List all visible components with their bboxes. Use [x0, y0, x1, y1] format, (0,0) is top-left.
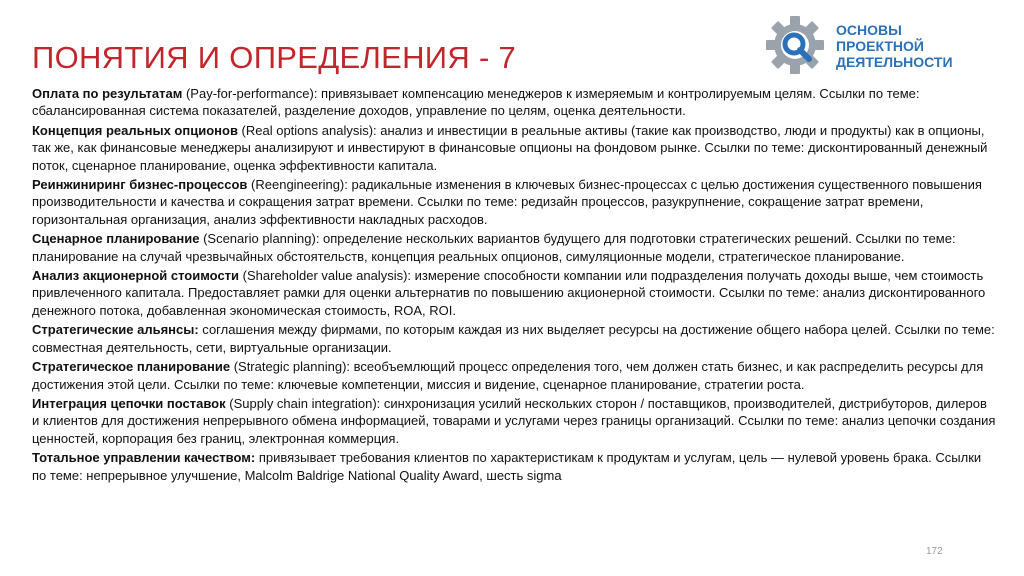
definition-term: Анализ акционерной стоимости — [32, 268, 240, 284]
logo-line: ДЕЯТЕЛЬНОСТИ — [836, 54, 953, 70]
definition-text: привязывает требования клиентов по характеристикам к продуктам и услугам, цель — нулевой уровень брака. Ссылки по теме: непрерывное улучшение, Malcolm Baldrige National Quality Award, шесть sigma — [32, 450, 982, 483]
definition-text: (Pay-for-performance): привязывает компенсацию менеджеров к измеряемым и контролируемым целям. Ссылки по теме: сбалансированная система показателей, разделение доходов, управление по целям, оценка деятельности. — [32, 86, 920, 119]
definitions-list — [32, 85, 996, 486]
definition-text: соглашения между фирмами, по которым каждая из них выделяет ресурсы на достижение общего набора целей. Ссылки по теме: совместная деятельность, сети, виртуальные организации. — [32, 322, 995, 355]
definition-entry — [32, 122, 996, 174]
definition-term: Интеграция цепочки поставок — [32, 395, 226, 411]
definition-term: Стратегические альянсы: — [32, 322, 199, 338]
definition-entry — [32, 449, 996, 484]
definition-term: Стратегическое планирование — [32, 359, 231, 375]
slide-title: ПОНЯТИЯ И ОПРЕДЕЛЕНИЯ - 7 — [32, 40, 517, 75]
definition-term: Тотальное управлении качеством: — [32, 450, 256, 466]
definition-text: (Shareholder value analysis): измерение способности компании или подразделения получать доходы выше, чем стоимость привлеченного капитала. Предоставляет рамки для оценки альтернатив по повышению акционерной стоимости. Ссылки по теме: анализ дисконтированного денежного потока, добавленная экономическая стоимость, ROA, ROI. — [32, 268, 986, 318]
definition-entry — [32, 176, 996, 228]
definition-entry — [32, 395, 996, 447]
definition-term: Реинжиниринг бизнес-процессов — [32, 177, 248, 193]
logo-text — [836, 22, 953, 70]
definition-entry — [32, 267, 996, 319]
definition-term: Оплата по результатам — [32, 86, 183, 101]
definition-text: (Strategic planning): всеобъемлющий процесс определения того, чем должен стать бизнес, и как распределить ресурсы для достижения этой цели. Ссылки по теме: ключевые компетенции, миссия и видение, сценарное планирование, стратегии роста. — [32, 359, 984, 392]
definition-entry — [32, 358, 996, 393]
course-logo — [762, 14, 992, 76]
definition-text: (Reengineering): радикальные изменения в ключевых бизнес-процессах с целью достижения существенного повышения производительности и качества и сокращения затрат времени. Ссылки по теме: редизайн процессов, разукрупнение, сокращение затрат времени, горизонтальная организация, анализ эффективности накладных расходов. — [32, 177, 982, 227]
definition-entry — [32, 321, 996, 356]
definition-text: (Supply chain integration): синхронизация усилий нескольких сторон / поставщиков, производителей, дистрибуторов, дилеров и клиентов для достижения непрерывного обмена информацией, товарами и услугами через границы организаций. Ссылки по теме: анализ цепочки создания ценностей, корпорация без границ, электронная коммерция. — [32, 395, 996, 446]
definition-entry — [32, 230, 996, 265]
definition-text: (Scenario planning): определение нескольких вариантов будущего для подготовки стратегических решений. Ссылки по теме: планирование на случай чрезвычайных обстоятельств, концепция реальных опционов, симуляционные модели, стратегическое планирование. — [32, 231, 956, 264]
logo-line: ПРОЕКТНОЙ — [836, 38, 924, 54]
definition-entry — [32, 85, 996, 120]
definition-term: Сценарное планирование — [32, 231, 200, 247]
definition-text: (Real options analysis): анализ и инвестиции в реальные активы (такие как производство, люди и продукты) как в опционы, так же, как финансовые менеджеры анализируют и инвестируют в финансовые опционы на фондовом рынке. Ссылки по теме: дисконтированный денежный поток, сценарное планирование, оценка эффективности капитала. — [32, 122, 988, 173]
page-number: 172 — [926, 546, 943, 557]
definition-term: Концепция реальных опционов — [32, 122, 238, 138]
gear-magnifier-icon — [762, 14, 828, 76]
logo-line: ОСНОВЫ — [836, 22, 902, 38]
